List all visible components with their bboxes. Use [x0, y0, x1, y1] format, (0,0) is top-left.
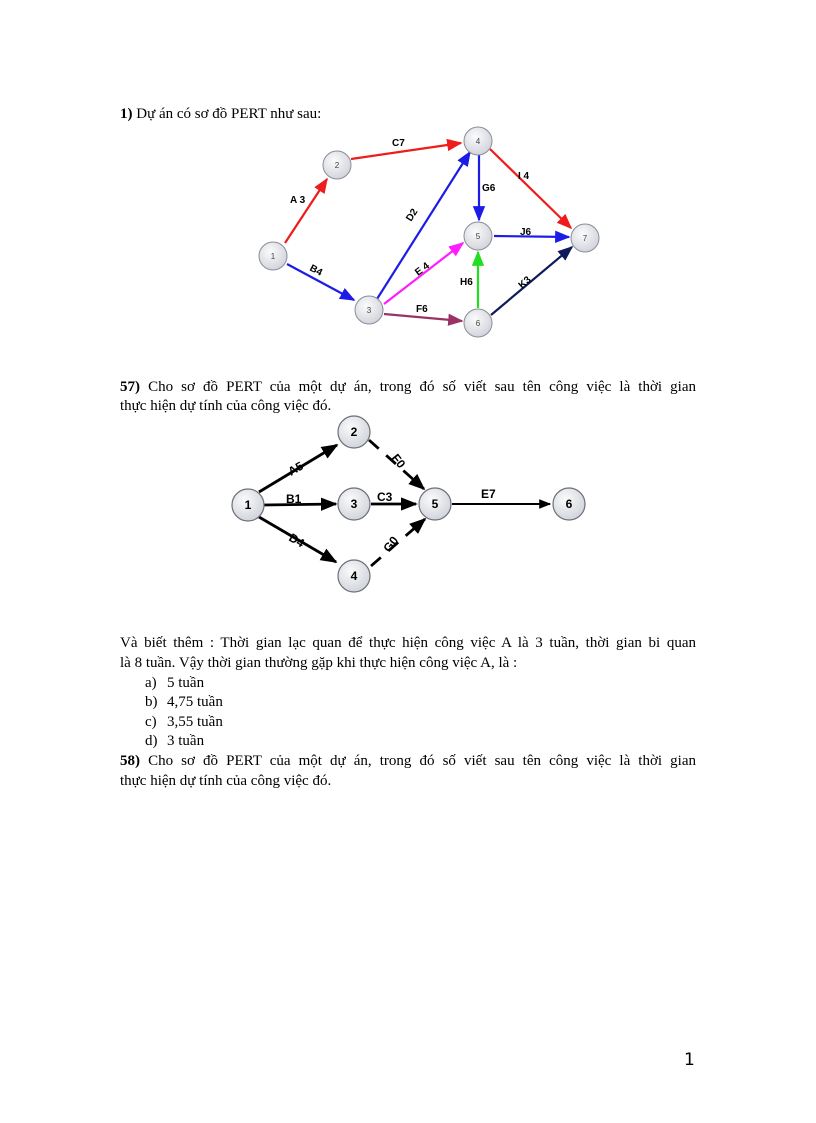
- q57-text-1: Cho sơ đồ PERT của một dự án, trong đó số viết sau tên công việc là thời gian: [140, 379, 696, 395]
- label-k: K3: [516, 274, 534, 292]
- label-g0: G0: [380, 533, 402, 555]
- q57-body-line-1: Và biết thêm : Thời gian lạc quan để thực hiện công việc A là 3 tuần, thời gian bi quan: [120, 635, 696, 651]
- svg-text:7: 7: [582, 234, 588, 243]
- label-b: B4: [307, 262, 325, 279]
- q58-number: 58): [120, 753, 140, 769]
- label-d: D2: [404, 206, 421, 224]
- page-number: 1: [684, 1050, 695, 1070]
- node2-4: [338, 560, 370, 592]
- q57-number: 57): [120, 379, 140, 395]
- svg-text:5: 5: [475, 232, 481, 241]
- svg-text:5: 5: [431, 497, 439, 511]
- label-d4: D4: [286, 530, 307, 551]
- label-g: G6: [482, 183, 496, 194]
- option-d[interactable]: d) 3 tuần: [145, 733, 205, 749]
- q1-text: Dự án có sơ đồ PERT như sau:: [132, 106, 322, 122]
- label-c3: C3: [377, 490, 393, 504]
- label-i: I 4: [518, 171, 530, 182]
- label-c: C7: [392, 138, 405, 149]
- node2-1: [232, 489, 264, 521]
- label-b1: B1: [286, 492, 302, 506]
- svg-text:4: 4: [475, 137, 481, 146]
- label-h: H6: [460, 277, 473, 288]
- node2-5: [419, 488, 451, 520]
- option-b[interactable]: b) 4,75 tuần: [145, 694, 223, 710]
- label-f0: F0: [388, 451, 409, 471]
- q58-text-1: Cho sơ đồ PERT của một dự án, trong đó số viết sau tên công việc là thời gian: [140, 753, 696, 769]
- q57-body-line-2: là 8 tuần. Vậy thời gian thường gặp khi thực hiện công việc A, là :: [120, 655, 518, 671]
- option-a[interactable]: a) 5 tuần: [145, 675, 205, 691]
- svg-text:6: 6: [565, 497, 573, 511]
- q58-line-2: [120, 772, 696, 791]
- label-a5: A5: [285, 458, 306, 479]
- node2-6: [553, 488, 585, 520]
- label-e: E 4: [413, 260, 432, 279]
- label-a: A 3: [290, 195, 306, 206]
- q57-text-2: thực hiện dự tính của công việc đó.: [120, 398, 332, 414]
- svg-text:3: 3: [366, 306, 372, 315]
- node2-2: [338, 416, 370, 448]
- svg-text:4: 4: [350, 569, 358, 583]
- svg-text:3: 3: [350, 497, 358, 511]
- svg-text:1: 1: [244, 498, 252, 512]
- svg-text:6: 6: [475, 319, 481, 328]
- node2-3: [338, 488, 370, 520]
- svg-text:2: 2: [350, 425, 358, 439]
- q58-line-1: [120, 752, 696, 771]
- label-f: F6: [416, 304, 428, 315]
- q1-number: 1): [120, 106, 133, 122]
- option-c[interactable]: c) 3,55 tuần: [145, 714, 223, 730]
- q58-text-2: thực hiện dự tính của công việc đó.: [120, 773, 332, 789]
- label-j: J6: [520, 227, 532, 238]
- svg-text:1: 1: [270, 252, 276, 261]
- label-e7: E7: [481, 487, 496, 501]
- svg-text:2: 2: [334, 161, 340, 170]
